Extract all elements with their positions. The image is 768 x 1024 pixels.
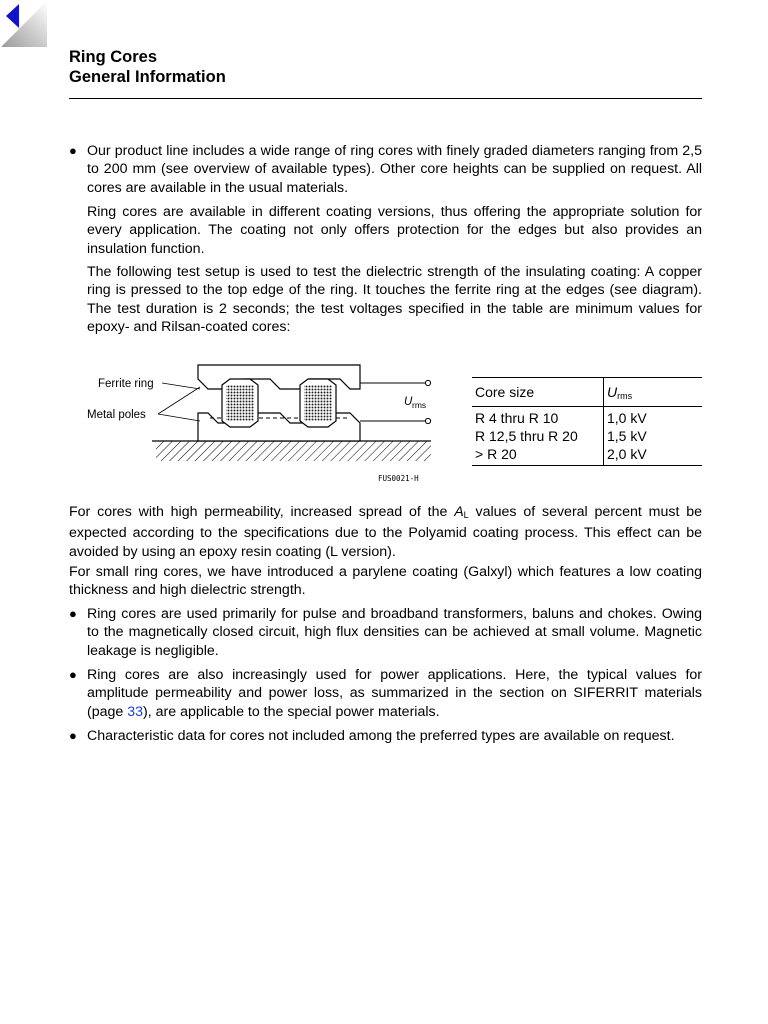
label-u-sub: rms (412, 400, 427, 410)
header-divider (69, 98, 702, 99)
ferrite-ring-right (300, 379, 336, 427)
cell-core-size: R 4 thru R 10 (472, 407, 604, 428)
cell-core-size: R 12,5 thru R 20 (472, 427, 604, 445)
leader-ferrite (162, 383, 200, 389)
paragraph-parylene: For small ring cores, we have introduced a parylene coating (Galxyl) which features a low coating thickness and high dielectric strength. (69, 564, 702, 599)
cell-voltage: 2,0 kV (604, 445, 703, 466)
paragraph-permeability (69, 503, 702, 561)
paragraph-pulse-transformers: Ring cores are used primarily for pulse and broadband transformers, baluns and chokes. Owing to the magnetically closed circuit, high flux densities can be achieved at small volume. Magnetic leakage is negligible. (87, 606, 702, 659)
header-u-symbol: U (607, 383, 618, 400)
leader-poles-upper (158, 387, 200, 414)
power-text-a: Ring cores are also increasingly used for power applications. Here, the typical values for amplitude permeability and power loss, as summarized in the section on SIFERRIT materials (page (87, 667, 702, 720)
lower-terminal (425, 418, 430, 423)
table-header-row (472, 378, 702, 407)
permeability-text-a: For cores with high permeability, increased spread of the (69, 504, 455, 520)
cell-voltage: 1,5 kV (607, 428, 647, 444)
leader-poles-lower (158, 414, 200, 421)
page-33-link[interactable]: 33 (127, 703, 144, 720)
bullet-glyph: ● (69, 667, 77, 682)
cell-voltage: 1,0 kV (607, 410, 647, 426)
al-sub: L (463, 510, 469, 520)
power-text-b: ), are applicable to the special power materials. (143, 703, 440, 720)
bullet-glyph: ● (69, 143, 77, 158)
voltage-table (472, 377, 702, 466)
paragraph-product-line: Our product line includes a wide range of ring cores with finely graded diameters ranging from 2,5 to 200 mm (see overview of available types). Other core heights can be supplied on request. All cores are available in the usual materials. (87, 143, 702, 196)
header-urms (604, 378, 703, 407)
test-setup-diagram (80, 355, 440, 490)
label-ferrite-ring: Ferrite ring (98, 378, 154, 390)
paragraph-coating-versions: Ring cores are available in different coating versions, thus offering the appropriate solution for every application. The coating not only offers protection for the edges but also provides an insulation function. (87, 204, 702, 257)
header-core-size: Core size (472, 378, 604, 407)
paragraph-power-applications (87, 666, 702, 721)
figure-code: FUS0021-H (378, 474, 419, 483)
ground-hatch (156, 441, 431, 461)
bullet-glyph: ● (69, 606, 77, 621)
back-arrow-icon (6, 4, 20, 28)
paragraph-test-setup: The following test setup is used to test the dielectric strength of the insulating coating: A copper ring is pressed to the top edge of the ring. It touches the ferrite ring at the edges (see diagram). The test duration is 2 seconds; the test voltages specified in the table are minimum values for epoxy- and Rilsan-coated cores: (87, 264, 702, 335)
al-symbol: A (454, 504, 464, 520)
cell-core-size: > R 20 (472, 445, 604, 466)
label-metal-poles: Metal poles (87, 409, 146, 421)
table-row (472, 427, 702, 445)
ferrite-ring-left (222, 379, 258, 427)
title-line-1: Ring Cores (69, 48, 158, 66)
bullet-glyph: ● (69, 728, 77, 743)
label-u: U (404, 396, 413, 408)
page-title (69, 47, 226, 87)
table-row (472, 445, 702, 466)
paragraph-characteristic-data: Characteristic data for cores not included among the preferred types are available on request. (87, 728, 675, 744)
title-line-2: General Information (69, 68, 226, 86)
upper-terminal (425, 380, 430, 385)
permeability-text-b: values of several percent must be expected according to the specifications due to the Polyamid coating process. This effect can be avoided by using an epoxy resin coating (L version). (69, 504, 703, 560)
table-row (472, 407, 702, 428)
header-u-sub: rms (617, 390, 633, 401)
page-corner (0, 0, 48, 48)
back-button[interactable] (6, 4, 20, 28)
